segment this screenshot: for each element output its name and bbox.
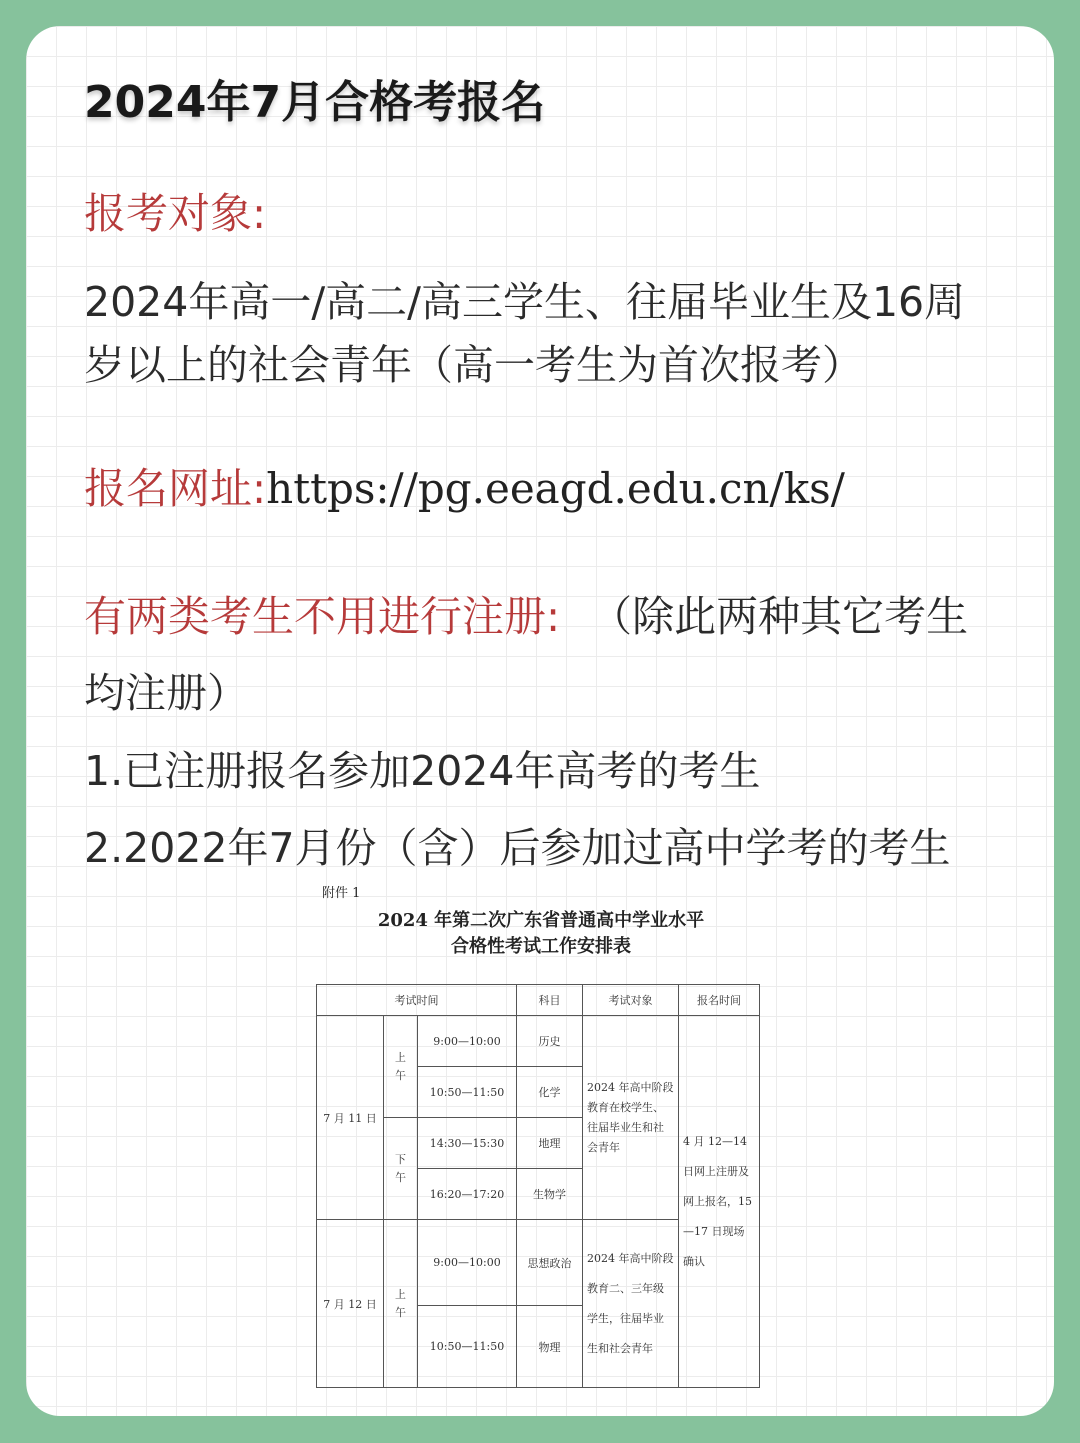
pm-cell: 下 午	[384, 1118, 418, 1220]
subject-cell: 地理	[517, 1118, 583, 1169]
header-registration: 报名时间	[679, 985, 760, 1016]
header-time: 考试时间	[317, 985, 517, 1016]
am-cell: 上 午	[384, 1220, 418, 1388]
website-label: 报名网址:	[84, 464, 267, 513]
target-line-1: 2024年高一/高二/高三学生、往届毕业生及16周	[84, 278, 966, 326]
exempt-note-cont: 均注册）	[84, 669, 248, 717]
schedule-table	[316, 984, 760, 1388]
exempt-note: （除此两种其它考生	[590, 592, 969, 641]
subject-cell: 物理	[517, 1306, 583, 1388]
time-cell: 16:20—17:20	[418, 1169, 517, 1220]
subject-cell: 化学	[517, 1067, 583, 1118]
time-cell: 9:00—10:00	[418, 1220, 517, 1306]
time-cell: 10:50—11:50	[418, 1306, 517, 1388]
table-row	[317, 1016, 760, 1067]
exempt-item-1: 1.已注册报名参加2024年高考的考生	[84, 747, 761, 795]
header-subject: 科目	[517, 985, 583, 1016]
page-title: 2024年7月合格考报名	[84, 77, 546, 128]
time-cell: 14:30—15:30	[418, 1118, 517, 1169]
subject-cell: 生物学	[517, 1169, 583, 1220]
attachment-label: 附件 1	[322, 886, 361, 901]
content-card	[26, 26, 1054, 1416]
website-row	[84, 456, 845, 516]
day-cell: 7 月 11 日	[317, 1016, 384, 1220]
subject-cell: 思想政治	[517, 1220, 583, 1306]
target-cell: 2024 年高中阶段教育二、三年级学生，往届毕业生和社会青年	[583, 1220, 679, 1388]
registration-cell: 4 月 12—14 日网上注册及网上报名，15—17 日现场确认	[679, 1016, 760, 1388]
time-cell: 10:50—11:50	[418, 1067, 517, 1118]
exempt-heading: 有两类考生不用进行注册:	[84, 592, 561, 641]
website-url[interactable]: https://pg.eeagd.edu.cn/ks/	[266, 464, 845, 513]
exempt-item-2: 2.2022年7月份（含）后参加过高中学考的考生	[84, 824, 951, 872]
header-target: 考试对象	[583, 985, 679, 1016]
target-line-2: 岁以上的社会青年（高一考生为首次报考）	[84, 341, 863, 389]
document-title-1: 2024 年第二次广东省普通高中学业水平	[377, 910, 705, 931]
target-heading: 报考对象:	[84, 189, 267, 238]
target-cell: 2024 年高中阶段教育在校学生、往届毕业生和社会青年	[583, 1016, 679, 1220]
schedule-document	[311, 876, 771, 1396]
exempt-row	[84, 584, 968, 644]
am-cell: 上 午	[384, 1016, 418, 1118]
time-cell: 9:00—10:00	[418, 1016, 517, 1067]
document-title-2: 合格性考试工作安排表	[451, 936, 631, 957]
subject-cell: 历史	[517, 1016, 583, 1067]
table-header-row	[317, 985, 760, 1016]
day-cell: 7 月 12 日	[317, 1220, 384, 1388]
